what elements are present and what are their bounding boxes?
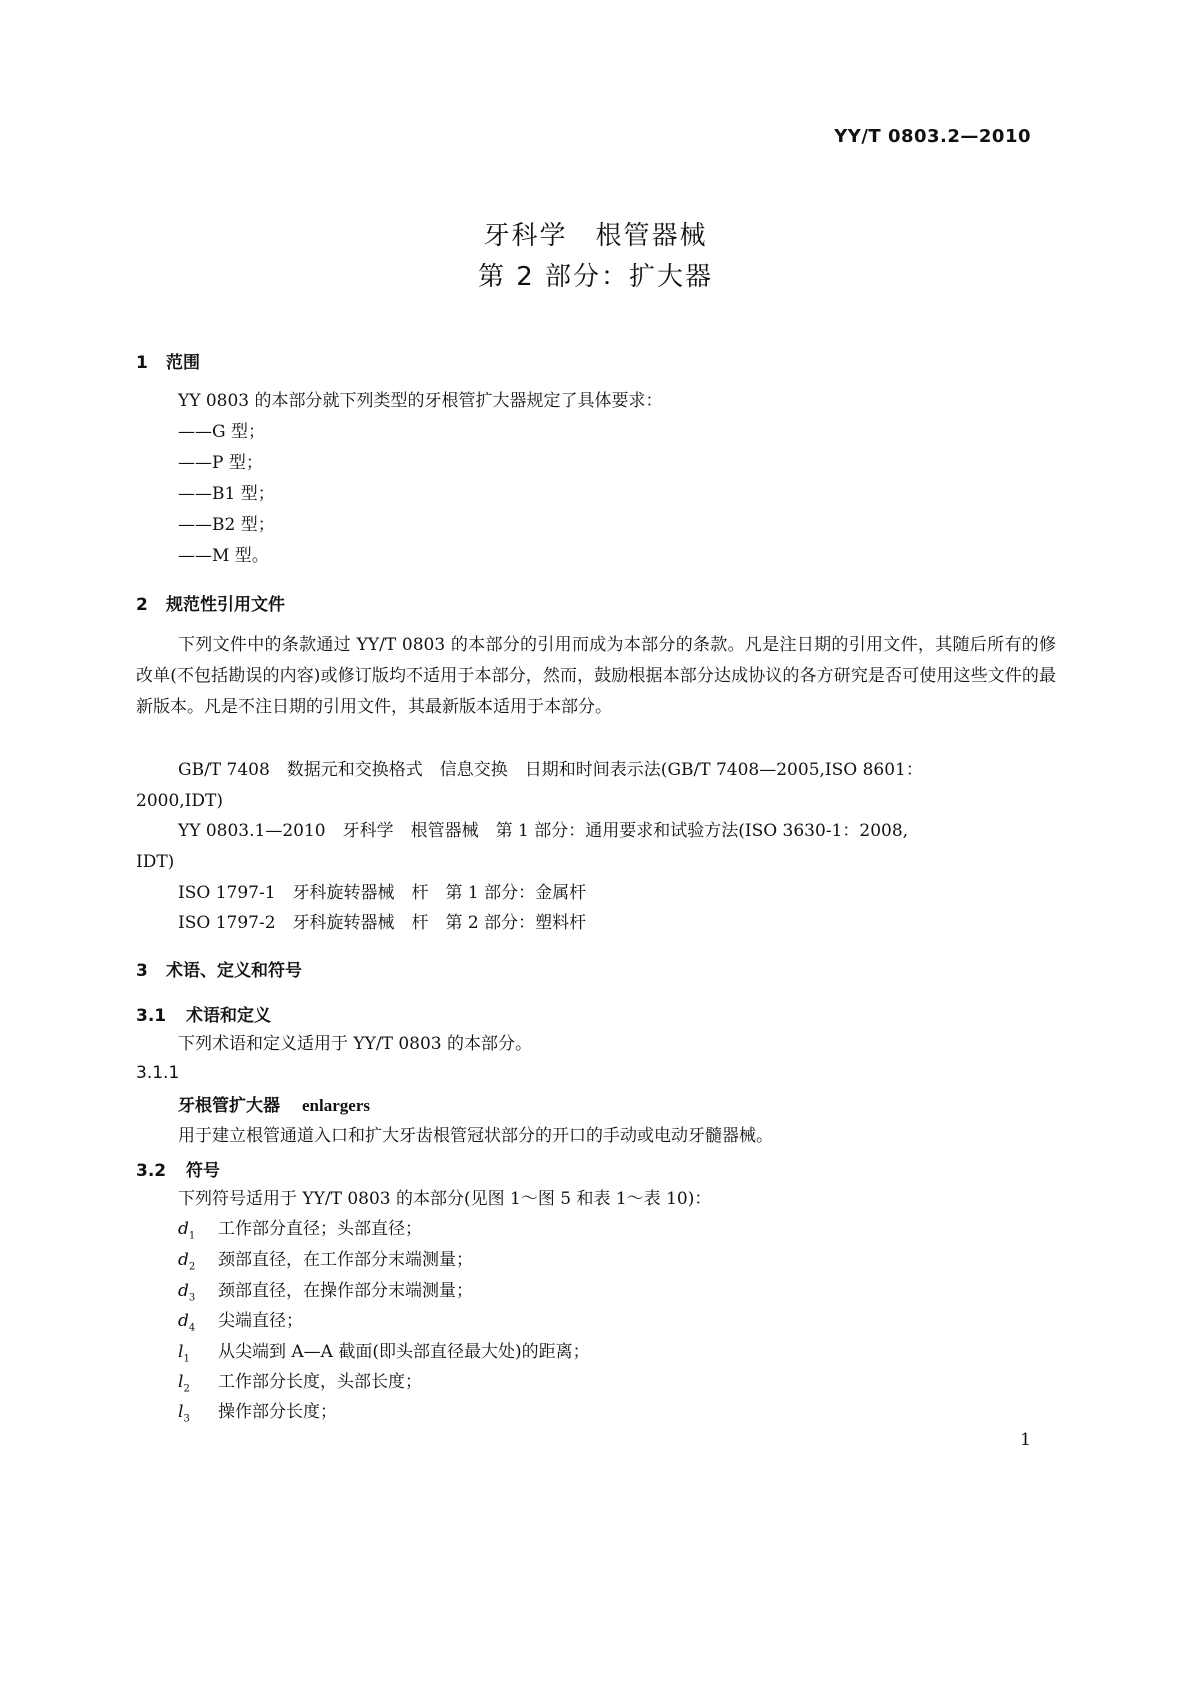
page-number: 1	[1020, 1430, 1031, 1450]
symbol: $d_2$	[178, 1250, 196, 1273]
term-definition: 用于建立根管通道入口和扩大牙齿根管冠状部分的开口的手动或电动牙髓器械。	[178, 1126, 773, 1146]
normative-references-paragraph: 下列文件中的条款通过 YY/T 0803 的本部分的引用而成为本部分的条款。凡是注日期的引用文件，其随后所有的修改单(不包括勘误的内容)或修订版均不适用于本部分，然而，鼓励根据本部分达成协议的各方研究是否可使用这些文件的最新版本。凡是不注日期的引用文件，其最新版本适用于本部分。	[136, 635, 1056, 717]
symbol: $l_1$	[178, 1342, 190, 1365]
symbol-description: 从尖端到 A—A 截面(即头部直径最大处)的距离；	[218, 1342, 590, 1362]
section-number: 1	[136, 353, 148, 373]
symbol: $l_3$	[178, 1402, 190, 1425]
section-3-1-1-number: 3.1.1	[136, 1063, 180, 1083]
section-title: 术语和定义	[186, 1006, 271, 1026]
section-3-2-heading	[136, 1156, 220, 1181]
symbol-description: 颈部直径，在工作部分末端测量；	[218, 1250, 473, 1270]
symbol-description: 工作部分长度，头部长度；	[218, 1372, 422, 1392]
term-english: enlargers	[302, 1096, 370, 1115]
document-title-line2: 第 2 部分：扩大器	[477, 262, 714, 292]
reference-item-continued: 2000,IDT)	[136, 791, 223, 811]
symbol: $d_1$	[178, 1219, 196, 1242]
section-title: 术语、定义和符号	[166, 961, 302, 981]
reference-item: ISO 1797-2 牙科旋转器械 杆 第 2 部分：塑料杆	[178, 913, 587, 933]
section-title: 规范性引用文件	[166, 595, 285, 615]
symbol-row	[178, 1397, 337, 1434]
section-3-1-heading	[136, 1001, 271, 1026]
scope-intro: YY 0803 的本部分就下列类型的牙根管扩大器规定了具体要求：	[178, 391, 663, 411]
symbol-description: 操作部分长度；	[218, 1402, 337, 1422]
section-2-heading	[136, 590, 285, 615]
symbol: $d_3$	[178, 1281, 196, 1304]
reference-item: ISO 1797-1 牙科旋转器械 杆 第 1 部分：金属杆	[178, 883, 587, 903]
symbol-description: 尖端直径；	[218, 1311, 303, 1331]
section-number: 3.1	[136, 1006, 167, 1026]
reference-item: GB/T 7408 数据元和交换格式 信息交换 日期和时间表示法(GB/T 7408—2005,ISO 8601：	[178, 760, 923, 780]
symbol: $l_2$	[178, 1372, 190, 1395]
section-1-heading	[136, 348, 200, 373]
reference-item: YY 0803.1—2010 牙科学 根管器械 第 1 部分：通用要求和试验方法(ISO 3630-1：2008,	[178, 821, 909, 841]
list-item: ——G 型；	[178, 422, 265, 442]
section-title: 符号	[186, 1161, 220, 1181]
list-item: ——M 型。	[178, 546, 269, 566]
section-title: 范围	[166, 353, 200, 373]
standard-code: YY/T 0803.2—2010	[834, 126, 1031, 147]
section-number: 3	[136, 961, 148, 981]
symbols-intro: 下列符号适用于 YY/T 0803 的本部分(见图 1～图 5 和表 1～表 10)：	[178, 1189, 712, 1209]
list-item: ——P 型；	[178, 453, 263, 473]
section-number: 3.2	[136, 1161, 167, 1181]
term-entry	[178, 1091, 370, 1121]
list-item: ——B2 型；	[178, 515, 275, 535]
section-number: 2	[136, 595, 148, 615]
reference-item-continued: IDT)	[136, 852, 175, 872]
term-chinese: 牙根管扩大器	[178, 1096, 280, 1116]
document-title-line1: 牙科学 根管器械	[483, 221, 708, 251]
symbol: $d_4$	[178, 1311, 196, 1334]
list-item: ——B1 型；	[178, 484, 275, 504]
symbol-description: 工作部分直径；头部直径；	[218, 1219, 422, 1239]
section-3-heading	[136, 956, 302, 981]
terms-intro: 下列术语和定义适用于 YY/T 0803 的本部分。	[178, 1034, 532, 1054]
symbol-description: 颈部直径，在操作部分末端测量；	[218, 1281, 473, 1301]
